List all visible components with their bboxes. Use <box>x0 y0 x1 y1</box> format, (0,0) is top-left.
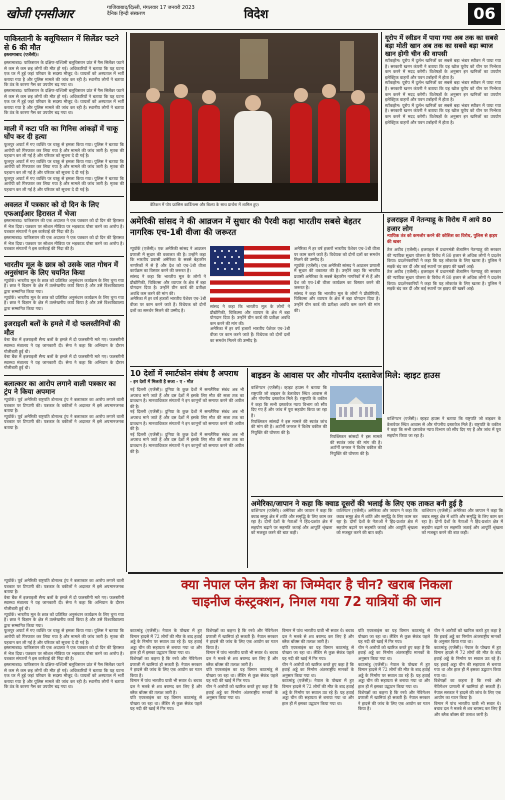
story-text: काठमांडू (एजेंसी)। नेपाल के पोखरा में हुए विमान हादसे में 72 लोगों की मौत के बाद हवाई अड्डे के निर्माण पर सवाल उठ रहे हैं। यह हवाई अड्डा चीन की सहायता से बनाया गया था और हाल ही में इसका उद्घाटन किया गया था। <box>282 678 354 706</box>
biden-headline-box <box>251 369 503 383</box>
story-text: अमेरिका में हर वर्ष हजारों भारतीय पेशेवर एच-1बी वीजा पर काम करने जाते हैं। विधेयक को दोनों दलों का समर्थन मिलने की उम्मीद है। <box>130 296 206 313</box>
column-divider <box>381 32 382 212</box>
column-divider <box>383 214 384 414</box>
story-text: चीन ने आरोपों को खारिज करते हुए कहा है कि हवाई अड्डे का निर्माण अंतरराष्ट्रीय मानकों के अनुसार किया गया था। <box>434 628 501 645</box>
story-text: न्यूयॉर्क। पूर्व अमेरिकी राष्ट्रपति डोनाल्ड ट्रंप ने बलात्कार का आरोप लगाने वाली पत्रकार पर टिप्पणी की। पत्रकार के वकीलों ने अदालत में इसे अपमानजनक बताया है। <box>4 396 124 414</box>
page-number: 06 <box>468 3 501 25</box>
story-text: रिपब्लिकन सांसदों ने इस मामले की स्वतंत्र जांच की मांग की है। अटॉर्नी जनरल ने विशेष वकील की नियुक्ति की घोषणा की है। <box>251 418 327 435</box>
story-text: वाशिंगटन (एजेंसी)। अमेरिका और जापान ने कहा कि क्वाड समूह क्षेत्र में शांति और समृद्धि के लिए काम कर रहा है। दोनों देशों के नेताओं ने हिंद-प्रशांत क्षेत्र में सहयोग बढ़ाने पर सहमति जताई और आपूर्ति श्रृंखला को मजबूत करने की बात कही। <box>251 508 333 536</box>
story-text: न्यूयॉर्क। भारतीय मूल के छात्र को प्रतिष्ठित अनुसंधान कार्यक्रम के लिए चुना गया है। छात्र ने विज्ञान के क्षेत्र में उल्लेखनीय कार्य किया है और उसे विश्वविद्यालय द्वारा सम्मानित किया गया। <box>4 277 124 295</box>
column-divider <box>126 32 127 572</box>
story-text: इस्लामाबाद। पाकिस्तान के दक्षिण-पश्चिमी बलूचिस्तान प्रांत में गैस सिलेंडर फटने से कम से कम छह लोगों की मौत हो गई। अधिकारियों ने बताया कि यह घटना एक घर में हुई जहां परिवार के सदस्य मौजूद थे। घायलों को अस्पताल में भर्ती कराया गया है और पुलिस मामले की जांच कर रही है। स्थानीय लोगों ने बताया कि ठंड के कारण गैस का उपयोग बढ़ गया था। <box>4 661 124 690</box>
story-text: वेस्ट बैंक में इजराइली सैन्य बलों के हमले में दो फलस्तीनी मारे गए। फलस्तीनी स्वास्थ्य मंत्रालय ने यह जानकारी दी। सेना ने कहा कि अभियान के दौरान गोलीबारी हुई थी। <box>4 354 124 371</box>
story-text: विमान में पांच भारतीय यात्री भी सवार थे। बचाव दल ने मलबे से शव बरामद कर लिए हैं और ब्लैक बॉक्स की तलाश जारी है। <box>282 628 354 645</box>
story-headline: माली में कटा पति का गिनिस आंकड़ों में चाकू घोंप कर दी हत्या <box>4 124 119 142</box>
story-text: न्यूयॉर्क (एजेंसी)। एक अमेरिकी सांसद ने आव्रजन प्रणाली में सुधार की वकालत की है। उन्होंने कहा कि भारतीय प्रवासी अमेरिका के सबसे बेहतरीन नागरिकों में से हैं और देश को एच-1बी वीजा कार्यक्रम का विस्तार करने की जरूरत है। <box>130 246 206 274</box>
story-text: स्टॉकहोम। यूरोप में दुर्लभ खनिजों का सबसे बड़ा भंडार स्वीडन में पाया गया है। सरकारी खनन कंपनी ने बताया कि यह खोज यूरोप को चीन पर निर्भरता कम करने में मदद करेगी। विशेषज्ञों के अनुसार इन खनिजों का उपयोग इलेक्ट्रिक वाहनों और पवन टर्बाइनों में होता है। <box>385 80 501 103</box>
story-text: इस्लामाबाद। पाकिस्तान के दक्षिण-पश्चिमी बलूचिस्तान प्रांत में गैस सिलेंडर फटने से कम से कम छह लोगों की मौत हो गई। अधिकारियों ने बताया कि यह घटना एक घर में हुई जहां परिवार के सदस्य मौजूद थे। घायलों को अस्पताल में भर्ती कराया गया है और पुलिस मामले की जांच कर रही है। स्थानीय लोगों ने बताया कि ठंड के कारण गैस का उपयोग बढ़ गया था। <box>4 87 124 116</box>
story-headline: इजराइल में नेतन्याहू के विरोध में आये 80 हजार लोग <box>387 216 492 233</box>
story-headline: भारतीय मूल के छात्र को उसके जात गोधन में अनुसंधान के लिए चयनित किया <box>4 260 119 278</box>
newspaper-brand: खोजी एनसीआर <box>6 7 73 21</box>
story-text: चीन ने आरोपों को खारिज करते हुए कहा है कि हवाई अड्डे का निर्माण अंतरराष्ट्रीय मानकों के अनुसार किया गया था। <box>206 683 278 701</box>
story-text: इस्लामाबाद। पाकिस्तान के दक्षिण-पश्चिमी बलूचिस्तान प्रांत में गैस सिलेंडर फटने से कम से कम छह लोगों की मौत हो गई। अधिकारियों ने बताया कि यह घटना एक घर में हुई जहां परिवार के सदस्य मौजूद थे। घायलों को अस्पताल में भर्ती कराया गया है और पुलिस मामले की जांच कर रही है। स्थानीय लोगों ने बताया कि ठंड के कारण गैस का उपयोग बढ़ गया था। <box>4 60 124 88</box>
divider <box>251 496 503 497</box>
story-text: अमेरिका में हर वर्ष हजारों भारतीय पेशेवर एच-1बी वीजा पर काम करने जाते हैं। विधेयक को दोनों दलों का समर्थन मिलने की उम्मीद है। <box>294 246 380 263</box>
story-text: न्यूयॉर्क (एजेंसी)। एक अमेरिकी सांसद ने आव्रजन प्रणाली में सुधार की वकालत की है। उन्होंने कहा कि भारतीय प्रवासी अमेरिका के सबसे बेहतरीन नागरिकों में से हैं और देश को एच-1बी वीजा कार्यक्रम का विस्तार करने की जरूरत है। <box>294 262 380 291</box>
story-headline: पाकिस्तानी के बलूचिस्तान में सिलेंडर फटने से 6 की मौत <box>4 34 119 52</box>
story-text: यति एयरलाइंस का यह विमान काठमांडू से पोखरा जा रहा था। लैंडिंग से कुछ सेकंड पहले यह नदी की खाई में गिर गया। <box>206 667 278 684</box>
story-text: काठमांडू (एजेंसी)। नेपाल के पोखरा में हुए विमान हादसे में 72 लोगों की मौत के बाद हवाई अड्डे के निर्माण पर सवाल उठ रहे हैं। यह हवाई अड्डा चीन की सहायता से बनाया गया था और हाल ही में इसका उद्घाटन किया गया था। <box>358 661 430 689</box>
story-text: न्यूयॉर्क। भारतीय मूल के छात्र को प्रतिष्ठित अनुसंधान कार्यक्रम के लिए चुना गया है। छात्र ने विज्ञान के क्षेत्र में उल्लेखनीय कार्य किया है और उसे विश्वविद्यालय द्वारा सम्मानित किया गया। <box>4 294 124 311</box>
story-text: रिपब्लिकन सांसदों ने इस मामले की स्वतंत्र जांच की मांग की है। अटॉर्नी जनरल ने विशेष वकील की नियुक्ति की घोषणा की है। <box>330 434 382 456</box>
story-text: इस्लामाबाद। पाकिस्तान की एक अदालत ने एक पत्रकार को दो दिन की हिरासत में भेज दिया। पत्रकार पर सोशल मीडिया पर भड़काऊ पोस्ट करने का आरोप है। पत्रकार संगठनों ने इस कार्रवाई की निंदा की है। <box>4 235 124 252</box>
story-byline: इस्लामाबाद (एजेंसी)। <box>4 53 39 58</box>
story-text: चीन ने आरोपों को खारिज करते हुए कहा है कि हवाई अड्डे का निर्माण अंतरराष्ट्रीय मानकों के अनुसार किया गया था। <box>282 661 354 678</box>
nepal-text-col-3 <box>282 628 354 798</box>
white-house-image <box>330 386 382 432</box>
story-headline: 10 देशों में स्मार्टफोन संबंध है अपराध <box>130 369 239 378</box>
story-text: विमान में पांच भारतीय यात्री भी सवार थे। बचाव दल ने मलबे से शव बरामद कर लिए हैं और ब्लैक बॉक्स की तलाश जारी है। <box>130 678 202 695</box>
story-text: सांसद ने कहा कि भारतीय मूल के लोगों ने प्रौद्योगिकी, चिकित्सा और व्यापार के क्षेत्र में बड़ा योगदान दिया है। उन्होंने ग्रीन कार्ड की प्रतीक्षा अवधि कम करने की मांग की। <box>210 304 290 326</box>
story-text: विमान में पांच भारतीय यात्री भी सवार थे। बचाव दल ने मलबे से शव बरामद कर लिए हैं और ब्लैक बॉक्स की तलाश जारी है। <box>434 700 501 717</box>
us-headline-box <box>130 216 380 244</box>
story-text: काठमांडू (एजेंसी)। नेपाल के पोखरा में हुए विमान हादसे में 72 लोगों की मौत के बाद हवाई अड्डे के निर्माण पर सवाल उठ रहे हैं। यह हवाई अड्डा चीन की सहायता से बनाया गया था और हाल ही में इसका उद्घाटन किया गया था। <box>130 628 202 656</box>
nepal-headline-line-2: चाइनीज कंस्ट्रक्शन, निगल गया 72 यात्रियों की जान <box>191 595 442 610</box>
story-subhead: न्यायिक तंत्र को कमजोर करने की कोशिश का विरोध, पुलिस से झड़प की खबर <box>387 234 498 245</box>
photo-caption: वेटिकन में पोप फ्रांसिस कार्डिनल्स और बिशप के साथ प्रार्थना में शामिल हुए। <box>150 202 260 207</box>
story-text: वेस्ट बैंक में इजराइली सैन्य बलों के हमले में दो फलस्तीनी मारे गए। फलस्तीनी स्वास्थ्य मंत्रालय ने यह जानकारी दी। सेना ने कहा कि अभियान के दौरान गोलीबारी हुई थी। <box>4 594 124 611</box>
story-text: स्टॉकहोम। यूरोप में दुर्लभ खनिजों का सबसे बड़ा भंडार स्वीडन में पाया गया है। सरकारी खनन कंपनी ने बताया कि यह खोज यूरोप को चीन पर निर्भरता कम करने में मदद करेगी। विशेषज्ञों के अनुसार इन खनिजों का उपयोग इलेक्ट्रिक वाहनों और पवन टर्बाइनों में होता है। <box>385 58 501 80</box>
us-text-col-1 <box>130 246 206 364</box>
story-text: चीन ने आरोपों को खारिज करते हुए कहा है कि हवाई अड्डे का निर्माण अंतरराष्ट्रीय मानकों के अनुसार किया गया था। <box>358 644 430 661</box>
story-text: यति एयरलाइंस का यह विमान काठमांडू से पोखरा जा रहा था। लैंडिंग से कुछ सेकंड पहले यह नदी की खाई में गिर गया। <box>130 695 202 712</box>
story-headline: अमेरिका/जापान ने कहा कि क्वाड दूसरों की भलाई के लिए एक ताकत बनी हुई है <box>251 499 463 508</box>
white-house-photo <box>330 386 382 432</box>
story-text: फूलपुर अपार्ट में गए व्यक्ति पर चाकू से हमला किया गया। पुलिस ने बताया कि आरोपी को गिरफ्तार कर लिया गया है और मामले की जांच जारी है। मृतक की पहचान कर ली गई है और परिवार को सूचना दे दी गई है। <box>4 141 124 159</box>
us-flag-photo <box>210 246 290 302</box>
divider <box>4 120 124 121</box>
story-text: विशेषज्ञों का कहना है कि रनवे और नेविगेशन प्रणाली में खामियां हो सकती हैं। नेपाल सरकार ने हादसे की जांच के लिए एक आयोग का गठन किया है। <box>434 678 501 701</box>
story-text: नई दिल्ली (एजेंसी)। दुनिया के कुछ देशों में समलैंगिक संबंध अब भी अपराध माने जाते हैं और दस देशों में इसके लिए मौत की सजा तक का प्रावधान है। मानवाधिकार संगठनों ने इन कानूनों को समाप्त करने की अपील की है। <box>130 431 244 454</box>
story-text: न्यूयॉर्क। भारतीय मूल के छात्र को प्रतिष्ठित अनुसंधान कार्यक्रम के लिए चुना गया है। छात्र ने विज्ञान के क्षेत्र में उल्लेखनीय कार्य किया है और उसे विश्वविद्यालय द्वारा सम्मानित किया गया। <box>4 611 124 628</box>
story-text: काठमांडू (एजेंसी)। नेपाल के पोखरा में हुए विमान हादसे में 72 लोगों की मौत के बाद हवाई अड्डे के निर्माण पर सवाल उठ रहे हैं। यह हवाई अड्डा चीन की सहायता से बनाया गया था और हाल ही में इसका उद्घाटन किया गया था। <box>434 644 501 678</box>
story-text: वाशिंगटन (एजेंसी)। व्हाइट हाउस ने बताया कि राष्ट्रपति जो बाइडन के डेलावेयर स्थित आवास से और गोपनीय दस्तावेज मिले हैं। राष्ट्रपति के वकील ने कहा कि सभी दस्तावेज न्याय विभाग को सौंप दिए गए हैं और जांच में पूरा सहयोग किया जा रहा है। <box>387 416 501 438</box>
nepal-headline-box <box>130 577 503 625</box>
story-text: वाशिंगटन (एजेंसी)। अमेरिका और जापान ने कहा कि क्वाड समूह क्षेत्र में शांति और समृद्धि के लिए काम कर रहा है। दोनों देशों के नेताओं ने हिंद-प्रशांत क्षेत्र में सहयोग बढ़ाने पर सहमति जताई और आपूर्ति श्रृंखला को मजबूत करने की बात कही। <box>421 508 503 536</box>
divider <box>4 315 124 316</box>
us-text-col-3 <box>294 246 380 364</box>
nepal-text-col-5 <box>434 628 501 798</box>
story-headline: अवलत में पत्रकार को दो दिन के लिए एफआईआर हिरासत में भेजा <box>4 201 100 218</box>
story-text: विशेषज्ञों का कहना है कि रनवे और नेविगेशन प्रणाली में खामियां हो सकती हैं। नेपाल सरकार ने हादसे की जांच के लिए एक आयोग का गठन किया है। <box>206 628 278 650</box>
story-text: वेस्ट बैंक में इजराइली सैन्य बलों के हमले में दो फलस्तीनी मारे गए। फलस्तीनी स्वास्थ्य मंत्रालय ने यह जानकारी दी। सेना ने कहा कि अभियान के दौरान गोलीबारी हुई थी। <box>4 337 124 354</box>
story-text: वाशिंगटन (एजेंसी)। अमेरिका और जापान ने कहा कि क्वाड समूह क्षेत्र में शांति और समृद्धि के लिए काम कर रहा है। दोनों देशों के नेताओं ने हिंद-प्रशांत क्षेत्र में सहयोग बढ़ाने पर सहमति जताई और आपूर्ति श्रृंखला को मजबूत करने की बात कही। <box>336 508 418 536</box>
biden-text-col-1 <box>251 385 327 493</box>
countries-column <box>130 369 244 569</box>
right-top-column <box>385 34 501 210</box>
story-headline: इजराइली बलों के हमले में दो फलस्तीनियों की मौत <box>4 320 121 337</box>
story-text: नई दिल्ली (एजेंसी)। दुनिया के कुछ देशों में समलैंगिक संबंध अब भी अपराध माने जाते हैं और दस देशों में इसके लिए मौत की सजा तक का प्रावधान है। मानवाधिकार संगठनों ने इन कानूनों को समाप्त करने की अपील की है। <box>130 387 244 409</box>
story-text: फूलपुर अपार्ट में गए व्यक्ति पर चाकू से हमला किया गया। पुलिस ने बताया कि आरोपी को गिरफ्तार कर लिया गया है और मामले की जांच जारी है। मृतक की पहचान कर ली गई है और परिवार को सूचना दे दी गई है। <box>4 175 124 192</box>
nepal-text-col-1 <box>130 628 202 798</box>
story-headline: यूरोप में स्वीडन में पाया गया अब तक का सबसे बड़ा मोती खान अब तक का सबसे बड़ा ब्याज खान होगी चीन की वापसी <box>385 34 498 58</box>
story-text: न्यूयॉर्क। पूर्व अमेरिकी राष्ट्रपति डोनाल्ड ट्रंप ने बलात्कार का आरोप लगाने वाली पत्रकार पर टिप्पणी की। पत्रकार के वकीलों ने अदालत में इसे अपमानजनक बताया है। <box>4 578 124 595</box>
story-text: फूलपुर अपार्ट में गए व्यक्ति पर चाकू से हमला किया गया। पुलिस ने बताया कि आरोपी को गिरफ्तार कर लिया गया है और मामले की जांच जारी है। मृतक की पहचान कर ली गई है और परिवार को सूचना दे दी गई है। <box>4 628 124 645</box>
divider <box>4 375 124 376</box>
story-text: सांसद ने कहा कि भारतीय मूल के लोगों ने प्रौद्योगिकी, चिकित्सा और व्यापार के क्षेत्र में बड़ा योगदान दिया है। उन्होंने ग्रीन कार्ड की प्रतीक्षा अवधि कम करने की मांग की। <box>130 273 206 296</box>
story-text: विमान में पांच भारतीय यात्री भी सवार थे। बचाव दल ने मलबे से शव बरामद कर लिए हैं और ब्लैक बॉक्स की तलाश जारी है। <box>206 650 278 667</box>
quad-story <box>251 499 503 569</box>
ceremony-image <box>130 33 378 201</box>
story-headline: बाइडन के आवास पर और गोपनीय दस्तावेज मिले: व्हाइट हाउस <box>251 370 441 380</box>
divider <box>128 572 503 574</box>
story-text: नई दिल्ली (एजेंसी)। दुनिया के कुछ देशों में समलैंगिक संबंध अब भी अपराध माने जाते हैं और दस देशों में इसके लिए मौत की सजा तक का प्रावधान है। मानवाधिकार संगठनों ने इन कानूनों को समाप्त करने की अपील की है। <box>130 409 244 432</box>
biden-text-col-3 <box>387 416 501 494</box>
divider <box>130 212 503 213</box>
nepal-text-col-2 <box>206 628 278 798</box>
column-divider <box>247 368 248 568</box>
story-text: यति एयरलाइंस का यह विमान काठमांडू से पोखरा जा रहा था। लैंडिंग से कुछ सेकंड पहले यह नदी की खाई में गिर गया। <box>282 644 354 661</box>
left-bottom-column <box>4 578 124 798</box>
story-text: विशेषज्ञों का कहना है कि रनवे और नेविगेशन प्रणाली में खामियां हो सकती हैं। नेपाल सरकार ने हादसे की जांच के लिए एक आयोग का गठन किया है। <box>130 655 202 678</box>
divider <box>130 366 382 367</box>
story-text: यति एयरलाइंस का यह विमान काठमांडू से पोखरा जा रहा था। लैंडिंग से कुछ सेकंड पहले यह नदी की खाई में गिर गया। <box>358 628 430 645</box>
story-text: अमेरिका में हर वर्ष हजारों भारतीय पेशेवर एच-1बी वीजा पर काम करने जाते हैं। विधेयक को दोनों दलों का समर्थन मिलने की उम्मीद है। <box>210 326 290 343</box>
story-text: तेल अवीव (एजेंसी)। इजराइल में प्रधानमंत्री बेंजामिन नेतन्याहू की सरकार की न्यायिक सुधार योजना के विरोध में 80 हजार से अधिक लोगों ने प्रदर्शन किया। प्रदर्शनकारियों ने कहा कि यह लोकतंत्र के लिए खतरा है। पुलिस ने सड़कें बंद कर दीं और कई स्थानों पर झड़प की खबरें आईं। <box>387 247 501 269</box>
us-text-col-2 <box>210 304 290 364</box>
story-headline: बलात्कार का आरोप लगाने वाली पत्रकार का ट्रंप ने किया अपमान <box>4 379 116 397</box>
biden-text-col-2 <box>330 434 382 494</box>
story-text: विशेषज्ञों का कहना है कि रनवे और नेविगेशन प्रणाली में खामियां हो सकती हैं। नेपाल सरकार ने हादसे की जांच के लिए एक आयोग का गठन किया है। <box>358 689 430 712</box>
story-text: फूलपुर अपार्ट में गए व्यक्ति पर चाकू से हमला किया गया। पुलिस ने बताया कि आरोपी को गिरफ्तार कर लिया गया है और मामले की जांच जारी है। मृतक की पहचान कर ली गई है और परिवार को सूचना दे दी गई है। <box>4 158 124 175</box>
dateline-date: गाजियाबाद/दिल्ली, मंगलवार 17 जनवरी 2023 <box>107 5 195 11</box>
divider <box>4 256 124 257</box>
story-subhead: - इन देशों में मिलती है सजा - ए - मौत <box>130 380 194 385</box>
left-column <box>4 34 124 574</box>
story-text: न्यूयॉर्क। पूर्व अमेरिकी राष्ट्रपति डोनाल्ड ट्रंप ने बलात्कार का आरोप लगाने वाली पत्रकार पर टिप्पणी की। पत्रकार के वकीलों ने अदालत में इसे अपमानजनक बताया है। <box>4 413 124 430</box>
masthead <box>0 0 505 30</box>
nepal-headline-line-1: क्या नेपाल प्लेन क्रैश का जिम्मेदार है चीन? खराब निकला <box>181 578 452 593</box>
vatican-photo <box>130 33 378 201</box>
american-flag-icon <box>210 246 290 302</box>
dateline-edition: दैनिक हिन्दी संस्करण <box>107 11 146 17</box>
divider <box>4 196 124 197</box>
story-text: वाशिंगटन (एजेंसी)। व्हाइट हाउस ने बताया कि राष्ट्रपति जो बाइडन के डेलावेयर स्थित आवास से और गोपनीय दस्तावेज मिले हैं। राष्ट्रपति के वकील ने कहा कि सभी दस्तावेज न्याय विभाग को सौंप दिए गए हैं और जांच में पूरा सहयोग किया जा रहा है। <box>251 385 327 418</box>
nepal-text-col-4 <box>358 628 430 798</box>
story-text: इस्लामाबाद। पाकिस्तान की एक अदालत ने एक पत्रकार को दो दिन की हिरासत में भेज दिया। पत्रकार पर सोशल मीडिया पर भड़काऊ पोस्ट करने का आरोप है। पत्रकार संगठनों ने इस कार्रवाई की निंदा की है। <box>4 645 124 662</box>
dateline <box>107 5 195 17</box>
section-title: विदेश <box>244 7 269 21</box>
story-text: सांसद ने कहा कि भारतीय मूल के लोगों ने प्रौद्योगिकी, चिकित्सा और व्यापार के क्षेत्र में बड़ा योगदान दिया है। उन्होंने ग्रीन कार्ड की प्रतीक्षा अवधि कम करने की मांग की। <box>294 290 380 313</box>
story-headline: अमेरिकी सांसद ने की आव्रजन में सुधार की पैरवी कहा भारतीय सबसे बेहतर नागरिक एच-1बी वीजा की जरूरत <box>130 216 361 237</box>
story-text: स्टॉकहोम। यूरोप में दुर्लभ खनिजों का सबसे बड़ा भंडार स्वीडन में पाया गया है। सरकारी खनन कंपनी ने बताया कि यह खोज यूरोप को चीन पर निर्भरता कम करने में मदद करेगी। विशेषज्ञों के अनुसार इन खनिजों का उपयोग इलेक्ट्रिक वाहनों और पवन टर्बाइनों में होता है। <box>385 102 501 125</box>
story-text: तेल अवीव (एजेंसी)। इजराइल में प्रधानमंत्री बेंजामिन नेतन्याहू की सरकार की न्यायिक सुधार योजना के विरोध में 80 हजार से अधिक लोगों ने प्रदर्शन किया। प्रदर्शनकारियों ने कहा कि यह लोकतंत्र के लिए खतरा है। पुलिस ने सड़कें बंद कर दीं और कई स्थानों पर झड़प की खबरें आईं। <box>387 269 501 292</box>
story-text: इस्लामाबाद। पाकिस्तान की एक अदालत ने एक पत्रकार को दो दिन की हिरासत में भेज दिया। पत्रकार पर सोशल मीडिया पर भड़काऊ पोस्ट करने का आरोप है। पत्रकार संगठनों ने इस कार्रवाई की निंदा की है। <box>4 218 124 235</box>
